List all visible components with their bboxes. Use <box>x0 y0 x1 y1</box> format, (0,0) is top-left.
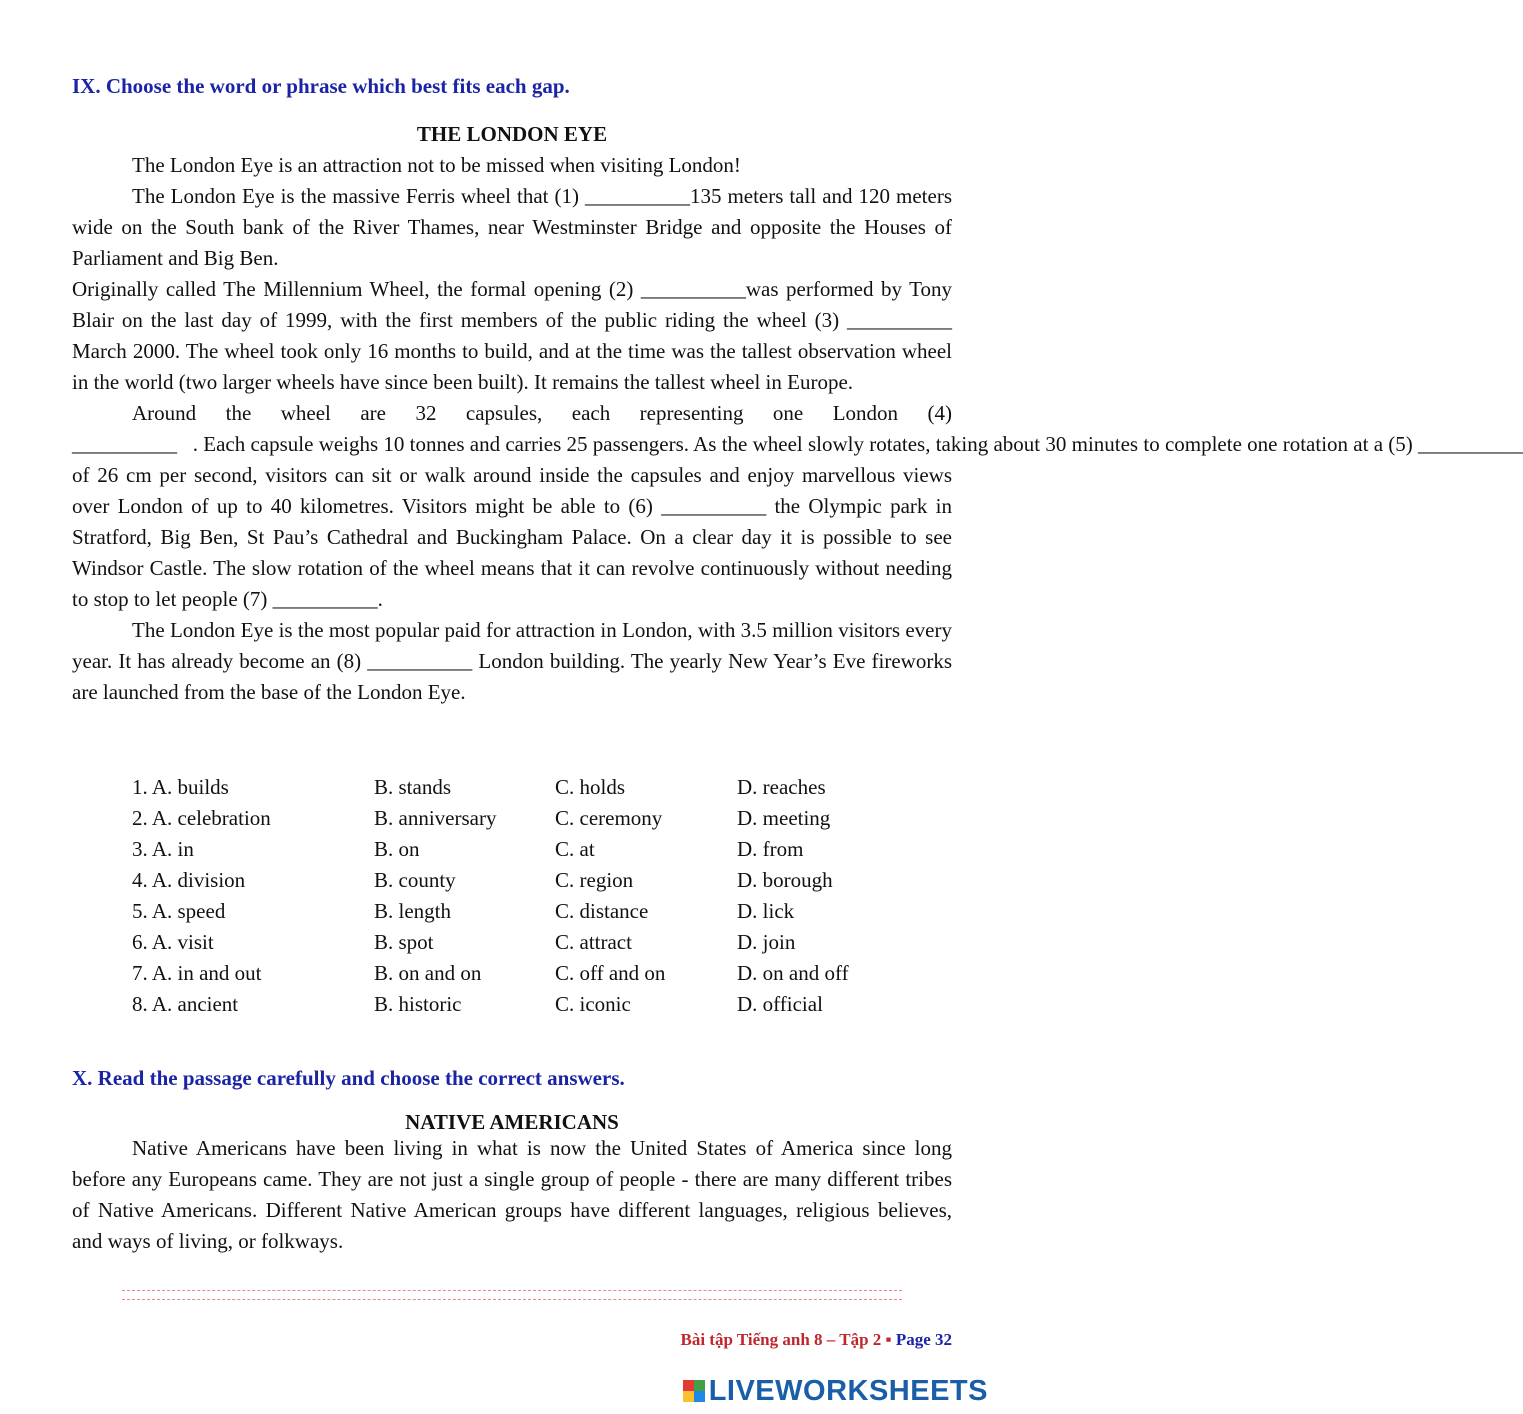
paragraph-4: Around the wheel are 32 capsules, each representing one London (4) __________ . Each capsule weighs 10 tonnes and carries 25 passengers. As the wheel slowly rotates, taking about 30 minutes to complete one rotation at a (5) __________ of 26 cm per second, visitors can sit or walk around inside the capsules and enjoy marvellous views over London of up to 40 kilometres. Visitors might be able to (6) __________ the Olympic park in Stratford, Big Ben, St Pau’s Cathedral and Buckingham Palace. On a clear day it is possible to see Windsor Castle. The slow rotation of the wheel means that it can revolve continuously without needing to stop to let people (7) __________. <box>72 401 1523 611</box>
option-3b[interactable]: B. on <box>374 837 420 861</box>
native-americans-passage <box>72 1133 952 1257</box>
option-3a[interactable]: 3. A. in <box>132 837 194 861</box>
gap-7[interactable]: __________ <box>272 587 378 611</box>
option-5c[interactable]: C. distance <box>555 899 649 923</box>
paragraph-5: The London Eye is the most popular paid for attraction in London, with 3.5 million visitors every year. It has already become an (8) __________ London building. The yearly New Year’s Eve fireworks are launched from the base of the London Eye. <box>72 618 952 704</box>
paragraph-2: The London Eye is the massive Ferris wheel that (1) __________135 meters tall and 120 meters wide on the South bank of the River Thames, near Westminster Bridge and opposite the Houses of Parliament and Big Ben. <box>72 184 952 270</box>
page-number: Page 32 <box>895 1330 952 1349</box>
gap-2[interactable]: __________ <box>640 277 746 301</box>
page-footer <box>681 1330 953 1350</box>
question-4-options <box>132 865 952 896</box>
gap-6[interactable]: __________ <box>661 494 767 518</box>
section-10-heading: X. Read the passage carefully and choose the correct answers. <box>72 1066 625 1090</box>
question-8-options <box>132 989 952 1020</box>
logo-square-green <box>694 1380 705 1391</box>
question-2-options <box>132 803 952 834</box>
option-7a[interactable]: 7. A. in and out <box>132 961 262 985</box>
option-8c[interactable]: C. iconic <box>555 992 631 1016</box>
option-8a[interactable]: 8. A. ancient <box>132 992 239 1016</box>
question-7-options <box>132 958 952 989</box>
option-5b[interactable]: B. length <box>374 899 451 923</box>
question-1-options <box>132 772 952 803</box>
option-1d[interactable]: D. reaches <box>737 775 826 799</box>
option-8d[interactable]: D. official <box>737 992 823 1016</box>
option-4a[interactable]: 4. A. division <box>132 868 246 892</box>
footer-divider <box>122 1290 902 1300</box>
option-1c[interactable]: C. holds <box>555 775 626 799</box>
logo-square-yellow <box>683 1391 694 1402</box>
logo-square-blue <box>694 1391 705 1402</box>
gap-4[interactable]: __________ <box>72 432 177 456</box>
option-2d[interactable]: D. meeting <box>737 806 831 830</box>
option-6b[interactable]: B. spot <box>374 930 434 954</box>
option-7c[interactable]: C. off and on <box>555 961 666 985</box>
paragraph-1: The London Eye is an attraction not to be missed when visiting London! <box>132 153 741 177</box>
option-4c[interactable]: C. region <box>555 868 634 892</box>
option-3c[interactable]: C. at <box>555 837 595 861</box>
option-5d[interactable]: D. lick <box>737 899 795 923</box>
london-eye-passage <box>72 150 1523 708</box>
logo-square-red <box>683 1380 694 1391</box>
section-9-heading: IX. Choose the word or phrase which best fits each gap. <box>72 74 570 98</box>
option-2c[interactable]: C. ceremony <box>555 806 663 830</box>
option-4d[interactable]: D. borough <box>737 868 833 892</box>
native-paragraph-1: Native Americans have been living in what is now the United States of America since long before any Europeans came. They are not just a single group of people - there are many different tribes of Native Americans. Different Native American groups have different languages, religious believes, and ways of living, or folkways. <box>72 1136 952 1253</box>
question-5-options <box>132 896 952 927</box>
option-1a[interactable]: 1. A. builds <box>132 775 229 799</box>
option-6c[interactable]: C. attract <box>555 930 632 954</box>
liveworksheets-logo[interactable] <box>683 1373 988 1409</box>
book-title: Bài tập Tiếng anh 8 – Tập 2 ▪ <box>680 1330 896 1349</box>
question-3-options <box>132 834 952 865</box>
answer-options <box>132 772 952 1020</box>
question-6-options <box>132 927 952 958</box>
gap-1[interactable]: __________ <box>584 184 690 208</box>
liveworksheets-logo-icon <box>683 1380 705 1402</box>
option-6d[interactable]: D. join <box>737 930 796 954</box>
gap-5[interactable]: __________ <box>1418 432 1523 456</box>
option-7d[interactable]: D. on and off <box>737 961 849 985</box>
gap-3[interactable]: __________ <box>847 308 952 332</box>
option-5a[interactable]: 5. A. speed <box>132 899 226 923</box>
option-2a[interactable]: 2. A. celebration <box>132 806 271 830</box>
option-2b[interactable]: B. anniversary <box>374 806 497 830</box>
option-4b[interactable]: B. county <box>374 868 456 892</box>
option-3d[interactable]: D. from <box>737 837 804 861</box>
london-eye-title: THE LONDON EYE <box>416 122 608 146</box>
logo-text: LIVEWORKSHEETS <box>708 1374 988 1407</box>
option-6a[interactable]: 6. A. visit <box>132 930 214 954</box>
native-americans-title: NATIVE AMERICANS <box>405 1110 619 1134</box>
paragraph-3: Originally called The Millennium Wheel, the formal opening (2) __________was performed by Tony Blair on the last day of 1999, with the first members of the public riding the wheel (3) __________ March 2000. The wheel took only 16 months to build, and at the time was the tallest observation wheel in the world (two larger wheels have since been built). It remains the tallest wheel in Europe. <box>72 277 952 394</box>
option-8b[interactable]: B. historic <box>374 992 462 1016</box>
option-1b[interactable]: B. stands <box>374 775 452 799</box>
gap-8[interactable]: __________ <box>367 649 473 673</box>
option-7b[interactable]: B. on and on <box>374 961 482 985</box>
